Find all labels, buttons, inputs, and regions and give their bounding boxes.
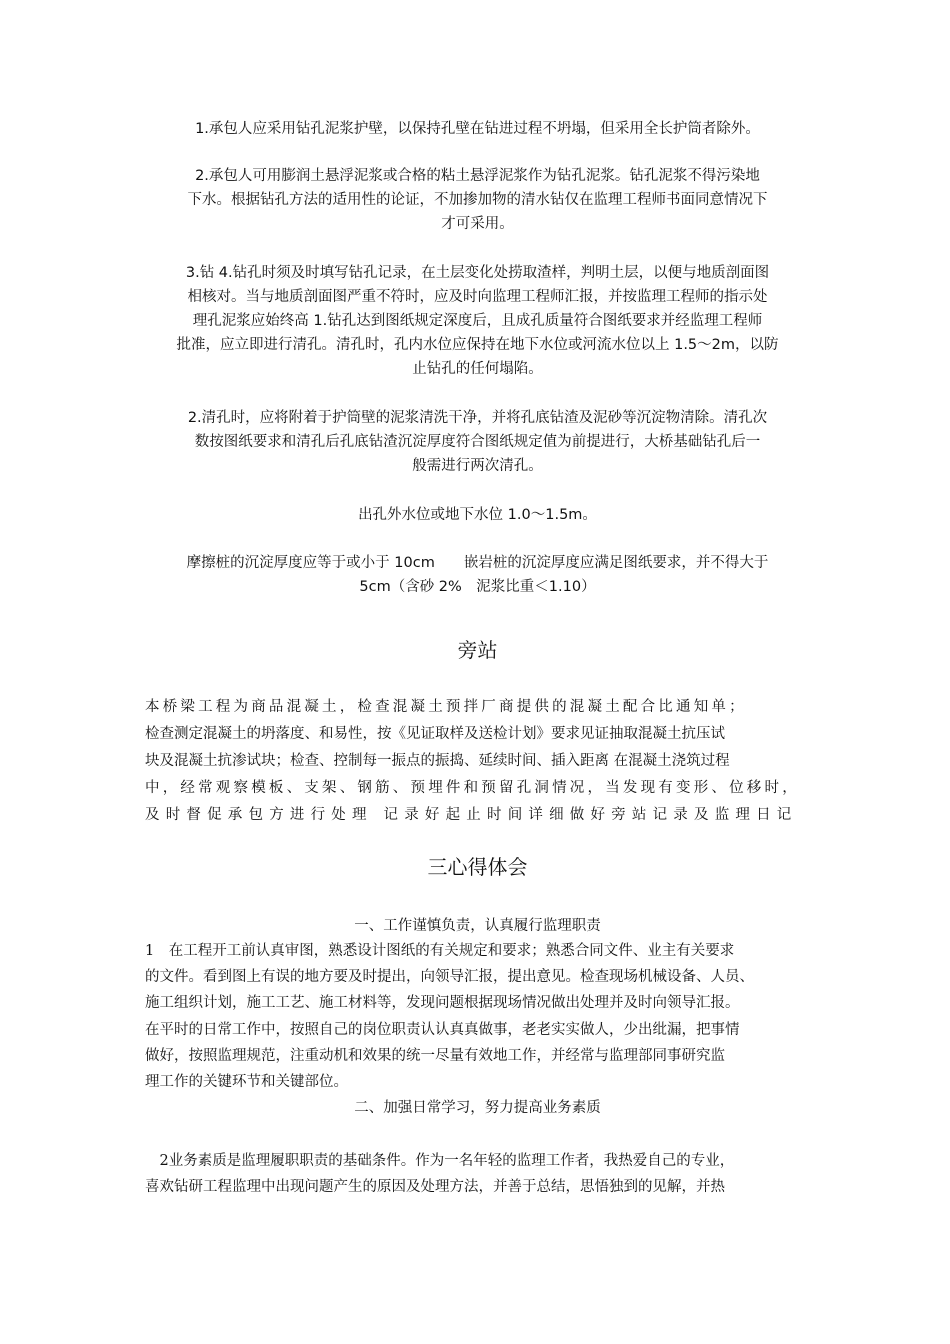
text-line: 出孔外水位或地下水位 1.0～1.5m。 [358,507,597,523]
text-line: 1 在工程开工前认真审图，熟悉设计图纸的有关规定和要求；熟悉合同文件、业主有关要求 [145,943,735,959]
text-line: 喜欢钻研工程监理中出现问题产生的原因及处理方法，并善于总结，思悟独到的见解，并热 [145,1179,725,1195]
text-line: 块及混凝土抗渗试块；检查、控制每一振点的振捣、延续时间、插入距离 在混凝土浇筑过程 [145,753,730,769]
text-line: 二、加强日常学习，努力提高业务素质 [354,1100,601,1116]
text-line: 施工组织计划，施工工艺、施工材料等，发现问题根据现场情况做出处理并及时向领导汇报。 [145,995,740,1012]
text-line: 1.承包人应采用钻孔泥浆护壁，以保持孔壁在钻进过程不坍塌，但采用全长护筒者除外。 [195,121,760,137]
text-line: 的文件。看到图上有误的地方要及时提出，向领导汇报，提出意见。检查现场机械设备、人员、 [145,969,754,986]
xinde-paragraph-1 [145,938,810,1095]
text-line: 般需进行两次清孔。 [412,458,543,474]
text-line: 止钻孔的任何塌陷。 [412,361,543,377]
section-heading-xinde: 三心得体会 [427,855,528,879]
subheading-1 [145,914,810,938]
text-line: 批准，应立即进行清孔。清孔时，孔内水位应保持在地下水位或河流水位以上 1.5～2m，以防 [176,337,779,353]
text-line: 及时督促承包方进行处理 记录好起止时间详细做好旁站记录及监理日记 [145,807,798,823]
text-line: 本桥梁工程为商品混凝土，检查混凝土预拌厂商提供的混凝土配合比通知单； [145,699,747,715]
text-line: 数按图纸要求和清孔后孔底钻渣沉淀厚度符合图纸规定值为前提进行，大桥基础钻孔后一 [194,434,761,450]
text-line: 2.承包人可用膨润土悬浮泥浆或合格的粘土悬浮泥浆作为钻孔泥浆。钻孔泥浆不得污染地 [195,168,760,184]
text-line: 2.清孔时，应将附着于护筒壁的泥浆清洗干净，并将孔底钻渣及泥砂等沉淀物清除。清孔次 [187,410,768,426]
text-line: 一、工作谨慎负责，认真履行监理职责 [354,918,601,934]
text-line: 5cm（含砂 2% 泥浆比重＜1.10） [359,579,596,595]
text-line: 下水。根据钻孔方法的适用性的论证，不加掺加物的清水钻仅在监理工程师书面同意情况下 [187,192,768,208]
text-line: 中，经常观察模板、支架、钢筋、预埋件和预留孔洞情况，当发现有变形、位移时， [145,780,800,796]
paragraph-3 [145,261,810,381]
paragraph-2 [145,164,810,236]
paragraph-4 [145,406,810,478]
xinde-paragraph-2 [145,1148,810,1200]
text-line: 理孔泥浆应始终高 1.钻孔达到图纸规定深度后，且成孔质量符合图纸要求并经监理工程师 [192,313,763,329]
paragraph-1 [145,117,810,141]
paragraph-6 [145,551,810,599]
text-line: 做好，按照监理规范，注重动机和效果的统一尽量有效地工作，并经常与监理部同事研究监 [145,1047,725,1064]
text-line: 检查测定混凝土的坍落度、和易性，按《见证取样及送检计划》要求见证抽取混凝土抗压试 [145,726,725,742]
subheading-2 [145,1096,810,1120]
text-line: 摩擦桩的沉淀厚度应等于或小于 10cm 嵌岩桩的沉淀厚度应满足图纸要求，并不得大于 [186,555,769,571]
text-line: 理工作的关键环节和关键部位。 [145,1074,348,1091]
text-line: 相核对。当与地质剖面图严重不符时，应及时向监理工程师汇报，并按监理工程师的指示处 [187,289,768,305]
pangzhan-paragraph [145,694,810,829]
text-line: 3.钻 4.钻孔时须及时填写钻孔记录，在土层变化处捞取渣样，判明土层，以便与地质剖面图 [185,265,770,281]
text-line: 才可采用。 [441,216,514,232]
section-heading-pangzhan: 旁站 [457,638,498,662]
text-line: 在平时的日常工作中，按照自己的岗位职责认认真真做事，老老实实做人，少出纰漏，把事情 [145,1021,740,1038]
text-line: 2业务素质是监理履职职责的基础条件。作为一名年轻的监理工作者，我热爱自己的专业， [145,1153,735,1169]
paragraph-5 [145,503,810,527]
